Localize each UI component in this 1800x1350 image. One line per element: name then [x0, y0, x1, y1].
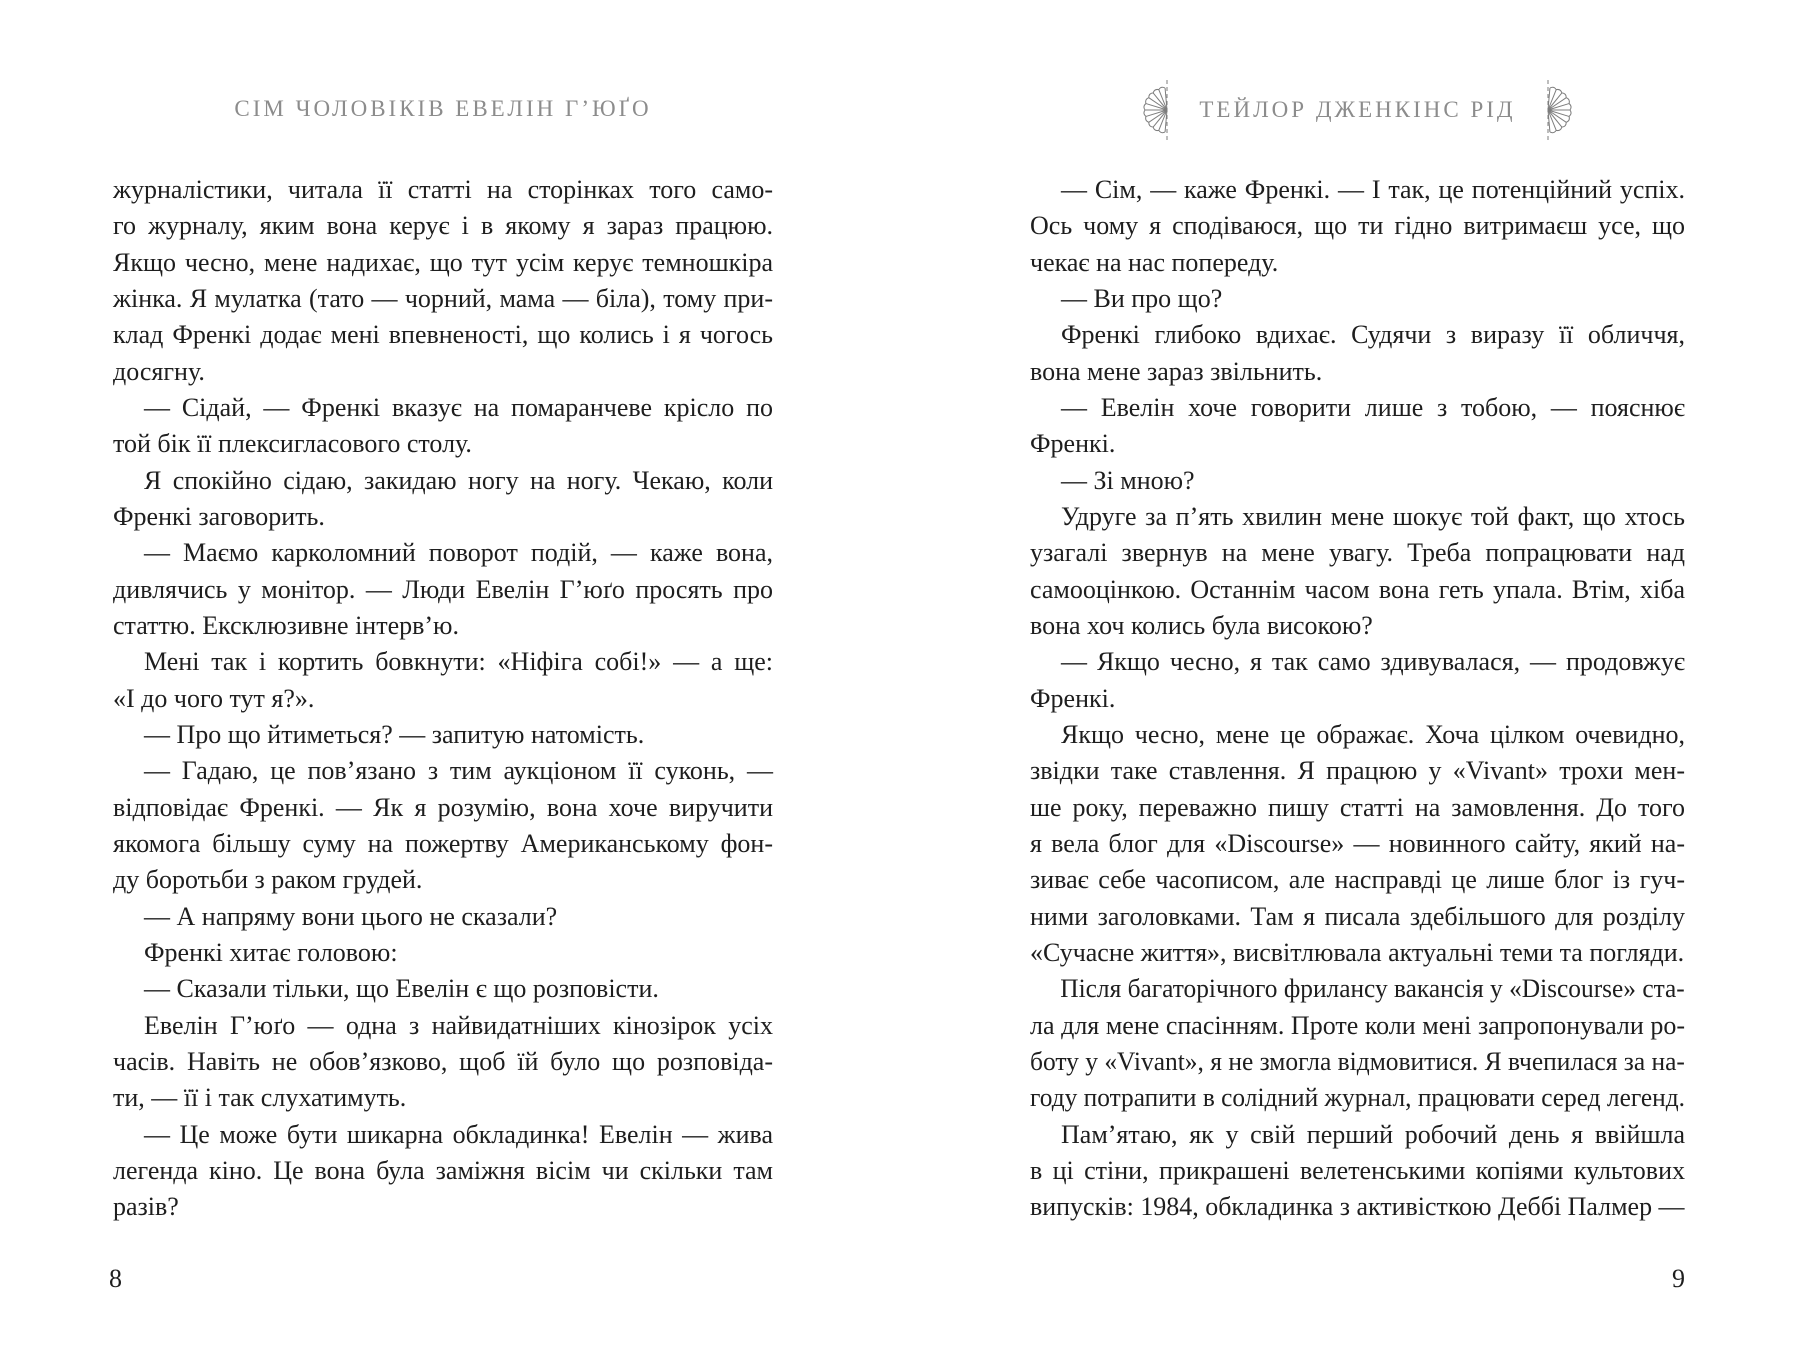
fan-shell-ornament-mirrored-icon: [1546, 77, 1576, 143]
text-line: году потрапити в солідний журнал, працювати серед легенд.: [1030, 1083, 1686, 1113]
text-line: — Гадаю, це пов’язано з тим аукціоном її суконь, —: [144, 756, 773, 786]
text-line: — Сім, — каже Френкі. — І так, це потенційний успіх.: [1061, 175, 1685, 204]
text-line: якомога більшу суму на пожертву Американському фон-: [113, 828, 773, 858]
text-line: в ці стіни, прикрашені велетенськими копіями культових: [1030, 1155, 1685, 1185]
left-page-text: [113, 172, 773, 1226]
text-line: ше року, переважно пишу статті на замовлення. До того: [1030, 792, 1685, 822]
text-line: самооцінкою. Останнім часом вона геть упала. Втім, хіба: [1030, 574, 1685, 604]
text-line: ти, — її і так слухатимуть.: [113, 1083, 407, 1113]
text-line: — Це може бути шикарна обкладинка! Евелін — жива: [144, 1119, 773, 1149]
text-line: Після багаторічного фрилансу вакансія у «Discourse» ста-: [1060, 974, 1685, 1004]
left-page-number: 8: [109, 1264, 122, 1293]
text-line: — Сідай, — Френкі вказує на помаранчеве крісло по: [144, 392, 773, 422]
text-line: «І до чого тут я?».: [113, 683, 315, 713]
text-line: жінка. Я мулатка (тато — чорний, мама — біла), тому при-: [113, 283, 773, 313]
text-line: Пам’ятаю, як у свій перший робочий день я ввійшла: [1061, 1119, 1685, 1149]
text-line: Френкі.: [1030, 683, 1116, 713]
text-line: вона хоч колись була високою?: [1030, 610, 1373, 640]
text-line: Якщо чесно, мене це ображає. Хоча цілком очевидно,: [1061, 719, 1685, 749]
text-line: Мені так і кортить бовкнути: «Ніфіга собі!» — а ще:: [144, 647, 773, 677]
text-line: узагалі звернув на мене увагу. Треба попрацювати над: [1030, 538, 1685, 568]
text-line: боту у «Vivant», я не змогла відмовитися. Я вчепилася за на-: [1030, 1046, 1685, 1076]
text-line: Евелін Г’юґо — одна з найвидатніших кінозірок усіх: [144, 1010, 773, 1040]
text-line: клад Френкі додає мені впевненості, що колись і я чогось: [113, 320, 773, 350]
text-line: Якщо чесно, мене надихає, що тут усім керує темношкіра: [113, 247, 773, 277]
text-line: чекає на нас попереду.: [1030, 247, 1279, 277]
text-line: Френкі глибоко вдихає. Судячи з виразу її обличчя,: [1061, 320, 1685, 350]
text-line: журналістики, читала її статті на сторінках того само-: [113, 175, 773, 204]
text-line: — Про що йтиметься? — запитую натомість.: [144, 719, 645, 749]
text-line: — Зі мною?: [1061, 465, 1195, 495]
text-line: разів?: [113, 1192, 179, 1222]
right-page-text: [1030, 172, 1685, 1226]
text-line: легенда кіно. Це вона була заміжня вісім чи скільки там: [113, 1155, 773, 1185]
text-line: — Евелін хоче говорити лише з тобою, — пояснює: [1061, 392, 1685, 422]
text-line: вона мене зараз звільнить.: [1030, 356, 1323, 386]
text-line: я вела блог для «Discourse» — новинного сайту, який на-: [1030, 828, 1685, 858]
text-line: Удруге за п’ять хвилин мене шокує той факт, що хтось: [1061, 501, 1685, 531]
text-line: «Сучасне життя», висвітлювала актуальні теми та погляди.: [1030, 937, 1685, 967]
text-line: — Ви про що?: [1061, 283, 1223, 313]
text-line: Я спокійно сідаю, закидаю ногу на ногу. Чекаю, коли: [144, 465, 773, 495]
text-line: той бік її плексигласового столу.: [113, 429, 472, 459]
text-line: Френкі заговорить.: [113, 501, 325, 531]
text-line: випусків: 1984, обкладинка з активісткою Деббі Палмер —: [1030, 1192, 1685, 1222]
text-line: Френкі хитає головою:: [144, 937, 398, 967]
right-page-number: 9: [1672, 1264, 1685, 1293]
text-line: часів. Навіть не обов’язково, щоб їй було що розповіда-: [113, 1046, 773, 1076]
right-page: [1030, 0, 1685, 1350]
text-line: — Сказали тільки, що Евелін є що розповісти.: [144, 974, 659, 1004]
text-line: відповідає Френкі. — Як я розумію, вона хоче виручити: [113, 792, 773, 822]
text-line: ла для мене спасінням. Проте коли мені запропонували ро-: [1030, 1010, 1685, 1040]
right-running-head: ТЕЙЛОР ДЖЕНКІНС РІД: [1199, 97, 1516, 122]
text-line: статтю. Ексклюзивне інтерв’ю.: [113, 610, 459, 640]
text-line: — Якщо чесно, я так само здивувалася, — продовжує: [1061, 647, 1685, 677]
left-page: [109, 0, 773, 1350]
text-line: зиває себе часописом, але насправді це лише блог із гуч-: [1030, 865, 1685, 895]
text-line: ду боротьби з раком грудей.: [113, 865, 423, 895]
left-running-head: СІМ ЧОЛОВІКІВ ЕВЕЛІН Г’ЮҐО: [234, 96, 652, 121]
text-line: Френкі.: [1030, 429, 1116, 459]
text-line: звідки таке ставлення. Я працюю у «Vivant» трохи мен-: [1030, 756, 1685, 786]
text-line: дивлячись у монітор. — Люди Евелін Г’юґо просять про: [113, 574, 773, 604]
text-line: досягну.: [113, 356, 205, 386]
text-line: Ось чому я сподіваюся, що ти гідно витримаєш усе, що: [1030, 211, 1685, 241]
text-line: — Маємо карколомний поворот подій, — каже вона,: [144, 538, 773, 568]
fan-shell-ornament-icon: [1139, 77, 1169, 143]
text-line: ними заголовками. Там я писала здебільшого для розділу: [1030, 901, 1685, 931]
text-line: го журналу, яким вона керує і в якому я зараз працюю.: [113, 211, 773, 241]
right-head-row: [1030, 77, 1685, 143]
text-line: — А напряму вони цього не сказали?: [144, 901, 558, 931]
